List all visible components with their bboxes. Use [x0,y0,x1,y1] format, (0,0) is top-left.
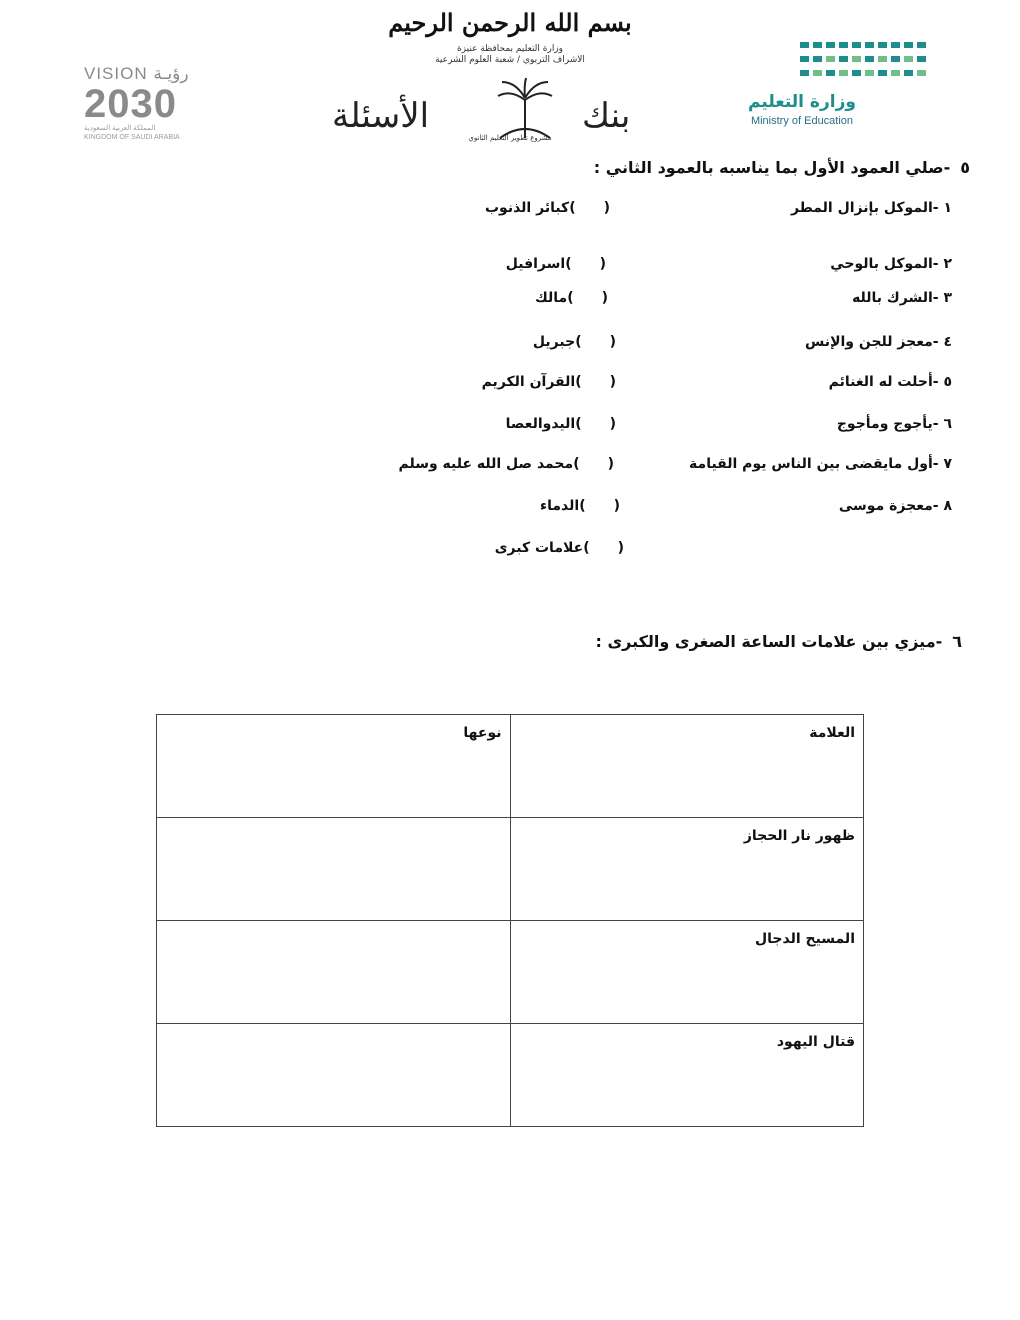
left-item-text: مالك [534,290,568,306]
right-item-6 [837,416,952,432]
table-cell-sign: المسيح الدجال [510,921,864,1024]
question6-title [596,632,963,651]
right-item-7 [689,456,952,472]
right-item-num: ٣ [943,290,952,306]
table-cell-type-answer[interactable] [157,1024,511,1127]
question5-number: ٥ [960,158,970,177]
left-item-9 [495,540,624,556]
answer-slot-open[interactable]: ( [607,456,614,472]
right-item-8 [839,498,952,514]
right-item-num: ٦ [943,416,952,432]
right-item-5 [829,374,952,390]
answer-slot-close: ) [567,290,574,306]
answer-slot-close: ) [573,456,580,472]
right-item-num: ٧ [943,456,952,472]
left-item-2 [506,256,606,272]
table-row [157,921,864,1024]
vision-year: 2030 [84,82,177,126]
left-item-text: اسرافيل [505,256,566,272]
table-header-type: نوعها [157,715,511,818]
ministry-line-2: الاشراف التربوي / شعبة العلوم الشرعية [435,55,585,65]
question6-number: ٦ [952,632,962,651]
answer-slot-open[interactable]: ( [613,498,620,514]
bank-word: بنك [582,96,631,136]
right-item-text: -الشرك بالله [852,290,939,306]
left-item-5 [482,374,616,390]
table-header-sign: العلامة [510,715,864,818]
right-item-1 [791,200,952,216]
right-item-text: -الموكل بإنزال المطر [790,200,939,216]
right-item-num: ٢ [943,256,952,272]
vision-sub-en: KINGDOM OF SAUDI ARABIA [84,134,180,141]
table-cell-type-answer[interactable] [157,921,511,1024]
left-item-text: جبريل [532,334,576,350]
answer-slot-open[interactable]: ( [609,416,616,432]
right-item-text: -أحلت له الغنائم [828,374,939,390]
answer-slot-open[interactable]: ( [609,374,616,390]
vision-2030-logo [84,64,244,141]
vision-sub-ar: المملكة العربية السعودية [84,125,156,132]
left-item-8 [540,498,620,514]
left-item-6 [506,416,616,432]
right-item-text: -يأجوج ومأجوج [836,416,939,432]
right-item-num: ١ [943,200,952,216]
left-item-text: القرآن الكريم [481,374,576,390]
right-item-text: -معجز للجن والإنس [805,334,939,350]
answer-slot-open[interactable]: ( [609,334,616,350]
answer-slot-close: ) [565,256,572,272]
answer-slot-open[interactable]: ( [603,200,610,216]
basmala: بسم الله الرحمن الرحيم [388,8,632,37]
right-item-num: ٥ [943,374,952,390]
ministry-logo-icon [800,40,926,82]
table-row [157,1024,864,1127]
table-cell-sign: ظهور نار الحجاز [510,818,864,921]
right-item-text: -الموكل بالوحي [830,256,939,272]
answer-slot-close: ) [583,540,590,556]
ministry-name-en: Ministry of Education [750,115,854,127]
left-item-1 [485,200,610,216]
right-item-text: -أول مايقضى بين الناس يوم القيامة [689,456,939,472]
question6-text: -ميزي بين علامات الساعة الصغرى والكبرى : [595,632,943,651]
right-item-num: ٨ [943,498,952,514]
answer-slot-open[interactable]: ( [601,290,608,306]
table-cell-type-answer[interactable] [157,818,511,921]
answer-slot-close: ) [575,374,582,390]
answer-slot-close: ) [569,200,576,216]
answer-slot-close: ) [575,416,582,432]
table-header-row [157,715,864,818]
left-item-text: الدماء [539,498,580,514]
answer-slot-open[interactable]: ( [617,540,624,556]
left-item-text: اليدوالعصا [505,416,576,432]
left-item-text: كبائر الذنوب [484,200,570,216]
left-item-text: علامات كبرى [494,540,584,556]
ministry-name-ar: وزارة التعليم [748,92,856,112]
palm-caption: مشروع تطوير التعليم الثانوي [468,134,552,142]
answer-slot-open[interactable]: ( [599,256,606,272]
ministry-line-1: وزارة التعليم بمحافظة عنيزة [456,44,564,54]
answer-slot-close: ) [579,498,586,514]
left-item-4 [533,334,616,350]
table-cell-sign: قتال اليهود [510,1024,864,1127]
right-item-4 [805,334,952,350]
right-item-3 [852,290,952,306]
signs-table [156,714,864,1127]
left-item-3 [535,290,608,306]
question5-title [594,158,970,177]
right-item-2 [830,256,952,272]
vision-word: VISION رؤيـة [84,64,189,83]
answer-slot-close: ) [575,334,582,350]
right-item-num: ٤ [943,334,952,350]
questions-word: الأسئلة [332,96,430,136]
question5-text: -صلي العمود الأول بما يناسبه بالعمود الثاني : [593,158,951,177]
left-item-text: محمد صل الله عليه وسلم [398,456,574,472]
left-item-7 [399,456,614,472]
right-item-text: -معجزة موسى [838,498,939,514]
table-row [157,818,864,921]
